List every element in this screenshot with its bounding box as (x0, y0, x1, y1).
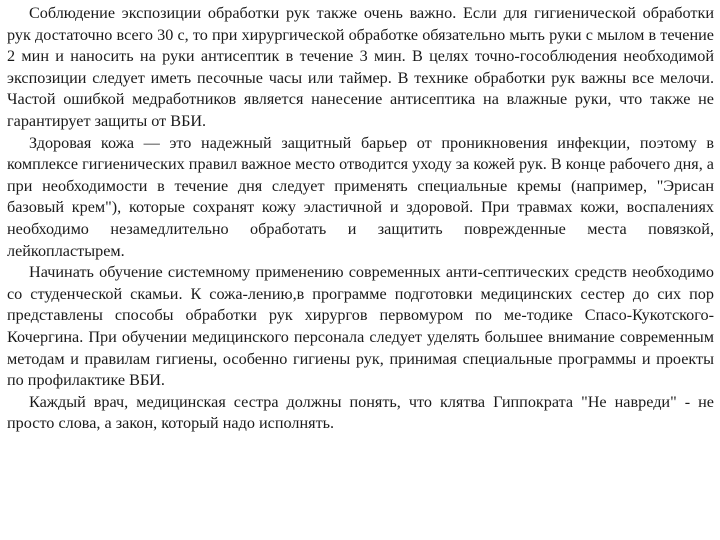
paragraph-education: Начинать обучение системному применению современных анти-септических средств необходимо со студенческой скамьи. К сожа-лению,в программе подготовки медицинских сестер до сих пор представлены способы обработки рук хирургов первомуром по ме-тодике Спасо-Кукотского-Кочергина. При обучении медицинского персонала следует уделять большее внимание современным методам и правилам гигиены, особенно гигиены рук, принимая специальные программы и проекты по профилактике ВБИ. (7, 263, 714, 390)
paragraph-exposure: Соблюдение экспозиции обработки рук также очень важно. Если для гигиенической обработки рук достаточно всего 30 с, то при хирургической обработке обязательно мыть руки с мылом в течение 2 мин и наносить на руки антисептик в течение 3 мин. В целях точно-гособлюдения необходимой экспозиции следует иметь песочные часы или таймер. В технике обработки рук важны все мелочи. Частой ошибкой медработников является нанесение антисептика на влажные руки, что также не гарантирует защиты от ВБИ. (7, 4, 714, 130)
paragraph-skin-care: Здоровая кожа — это надежный защитный барьер от проникновения инфекции, поэтому в комплексе гигиенических правил важное место отводится уходу за кожей рук. В конце рабочего дня, а при необходимости в течение дня следует применять специальные кремы (например, "Эрисан базовый крем"), которые сохранят кожу эластичной и здоровой. При травмах кожи, воспалениях необходимо незамедлительно обработать и защитить поврежденные места повязкой, лейкопластырем. (7, 133, 714, 260)
paragraph-hippocratic-oath: Каждый врач, медицинская сестра должны понять, что клятва Гиппократа "Не навреди" - не просто слова, а закон, который надо исполнять. (7, 392, 714, 433)
